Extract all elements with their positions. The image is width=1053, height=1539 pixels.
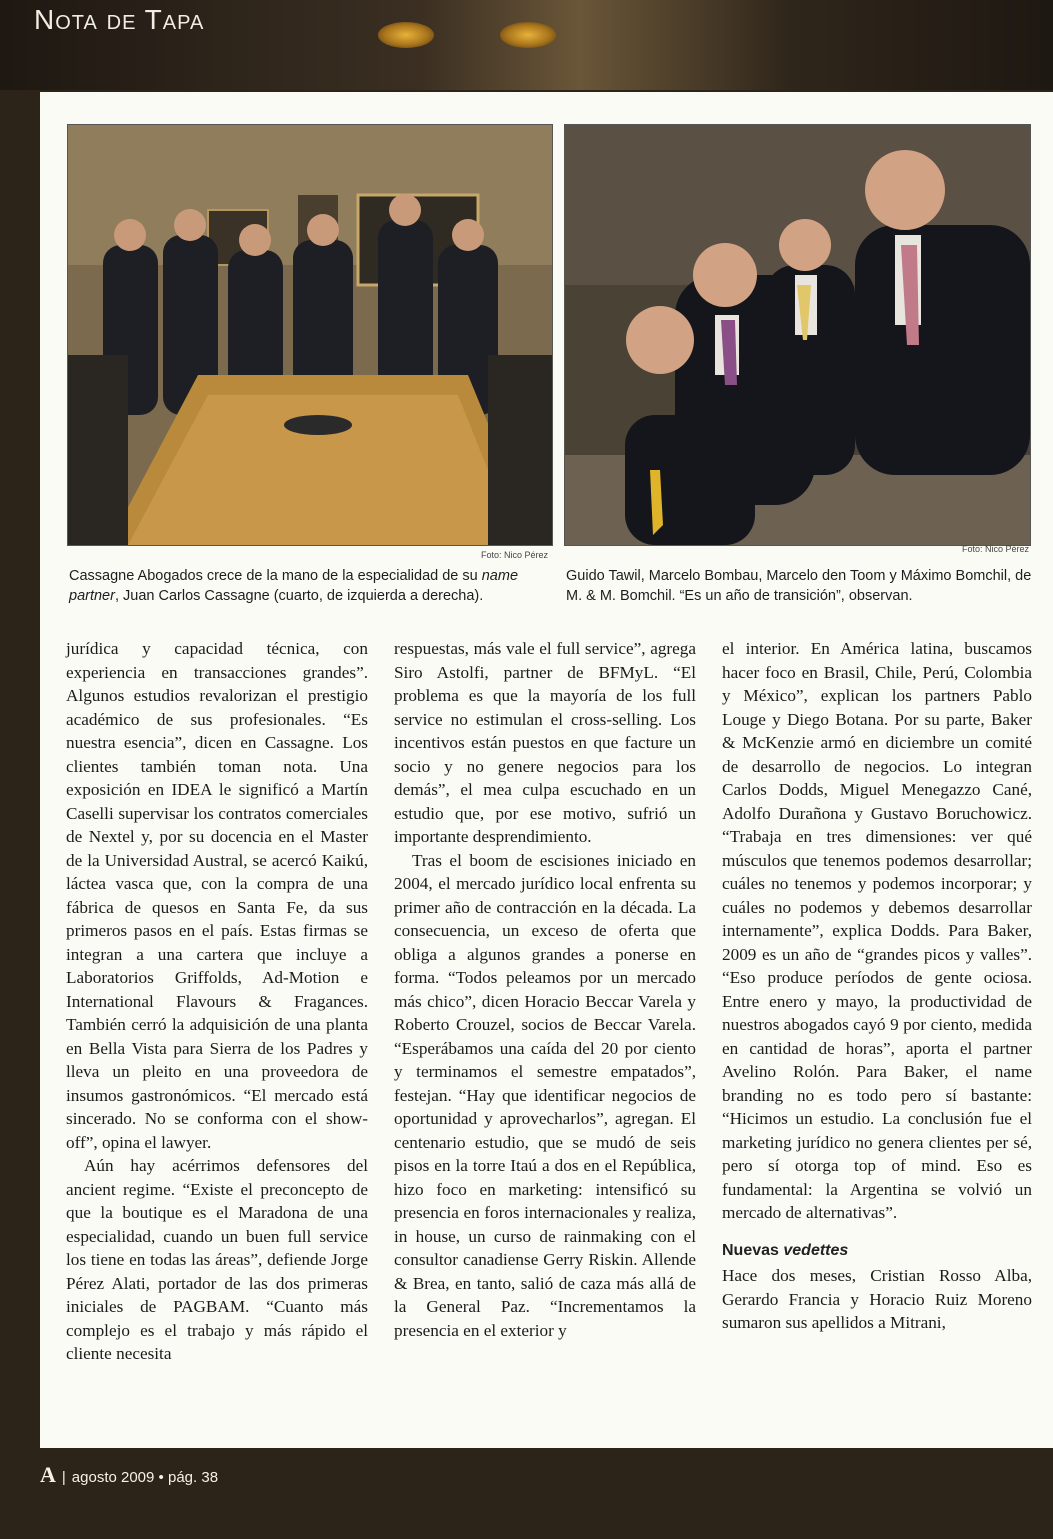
page-number: pág. 38 — [167, 1469, 219, 1486]
footer-separator: | — [61, 1469, 66, 1486]
paragraph: jurídica y capacidad técnica, con experiencia en transacciones grandes”. Algunos estudios revalorizan el prestigio académico de sus profesionales. “Es nuestra esencia”, dicen en Cassagne. Los clientes también toman nota. Una exposición en IDEA le significó a Martín Caselli supervisar los contratos comerciales de Nextel y, por su docencia en el Master de la Universidad Austral, se acercó Kaikú, láctea vasca que, con la compra de una fábrica de quesos en Santa Fe, da sus primeros pasos en el país. Estas firmas se integran a una cartera que incluye a Laboratorios Griffolds, Ad-Motion e International Flavours & Fragances. También cerró la adquisición de una planta en Bella Vista para Sierra de los Padres y lleva un pleito en una proveedora de insumos gastronómicos. “El mercado está sincerado. No se conforma con el show-off”, opina el lawyer. — [66, 639, 368, 1152]
paragraph: el interior. En América latina, buscamos hacer foco en Brasil, Chile, Perú, Colombia y México”, explican los partners Pablo Louge y Diego Botana. Por su parte, Baker & McKenzie armó en diciembre un comité de desarrollo de negocios. Lo integran Carlos Dodds, Miguel Menegazzo Cané, Adolfo Durañona y Gustavo Boruchowicz. “Trabaja en tres dimensiones: ver qué músculos que tenemos podemos desarrollar; cuáles no tenemos y podemos incorporar; y cuáles no podemos y debemos desarrollar internamente”, explica Dodds. Para Baker, 2009 es un año de “grandes picos y valles”. “Eso produce períodos de gente ociosa. Entre enero y mayo, la productividad de nuestros abogados cayó 9 por ciento, medida en cantidad de horas”, aporta el partner Avelino Rolón. Para Baker, el name branding no es todo pero sí bastante: “Hicimos un estudio. La conclusión fue el marketing jurídico no genera clientes per sé, pero sí otorga top of mind. Eso es fundamental: la Argentina se volvió un mercado de alternativas”. — [722, 639, 1032, 1222]
article-page — [40, 92, 1053, 1448]
paragraph: Aún hay acérrimos defensores del ancient regime. “Existe el preconcepto de que la boutique es el Maradona de una especialidad, cuando un buen full service los tiene en todas las áreas”, defiende Jorge Pérez Alati, portador de las dos primeras iniciales de PAGBAM. “Cuanto más complejo es el trabajo y más rápido el cliente necesita — [66, 1156, 368, 1363]
page-footer — [40, 1462, 218, 1488]
section-subhead — [722, 1239, 1032, 1263]
photo-bomchil-partners — [564, 124, 1031, 546]
text-column-3 — [722, 637, 1032, 1335]
section-title: Nota de Tapa — [34, 4, 205, 35]
issue-date: agosto 2009 — [71, 1469, 155, 1486]
text-column-2 — [394, 637, 696, 1342]
subhead-text: Nuevas — [722, 1241, 784, 1259]
photo-cassagne-abogados — [67, 124, 553, 546]
paragraph: Hace dos meses, Cristian Rosso Alba, Gerardo Francia y Horacio Ruiz Moreno sumaron sus apellidos a Mitrani, — [722, 1266, 1032, 1332]
footer-bullet: • — [158, 1469, 164, 1486]
paragraph: Tras el boom de escisiones iniciado en 2004, el mercado jurídico local enfrenta su primer año de contracción en la década. La consecuencia, un exceso de oferta que obliga a algunos grandes a ponerse en forma. “Todos peleamos por un mercado más chico”, dicen Horacio Beccar Varela y Roberto Crouzel, socios de Beccar Varela. “Esperábamos una caída del 20 por ciento y terminamos el semestre empatados”, festejan. “Hay que identificar negocios de oportunidad y aprovecharlos”, agregan. El centenario estudio, que se mudó de seis pisos en la torre Itaú a dos en el República, hizo foco en marketing: intensificó su presencia en foros internacionales y realiza, in house, un curso de rainmaking con el consultor canadiense Gerry Riskin. Allende & Brea, en tanto, salió de caza más allá de la General Paz. “Incrementamos la presencia en el exterior y — [394, 850, 696, 1340]
photo-illustration — [68, 125, 552, 545]
caption-text-end: , Juan Carlos Cassagne (cuarto, de izquierda a derecha). — [114, 588, 484, 604]
photo-illustration — [565, 125, 1030, 545]
photo1-credit: Foto: Nico Pérez — [481, 550, 549, 560]
tiger-right-eye-decoration — [500, 22, 556, 48]
caption-text: Cassagne Abogados crece de la mano de la especialidad de su — [69, 568, 482, 584]
photo2-caption: Guido Tawil, Marcelo Bombau, Marcelo den Toom y Máximo Bomchil, de M. & M. Bomchil. “Es un año de transición”, observan. — [566, 568, 1032, 604]
header-band — [0, 0, 1053, 90]
subhead-emphasis: vedettes — [783, 1241, 849, 1259]
tiger-left-eye-decoration — [378, 22, 434, 48]
caption-emphasis: name partner — [69, 568, 519, 604]
photo2-credit: Foto: Nico Pérez — [962, 544, 1030, 554]
magazine-logo: A — [40, 1462, 56, 1487]
photo1-caption — [69, 566, 549, 606]
paragraph: respuestas, más vale el full service”, agrega Siro Astolfi, partner de BFMyL. “El problema es que la mayoría de los full service no estimulan el cross-selling. Los incentivos están puestos en que facture un socio y no genere negocios para los demás”, el mea culpa escuchado en un estudio que, por ese motivo, sufrió un importante desprendimiento. — [394, 639, 696, 846]
text-column-1 — [66, 637, 368, 1366]
